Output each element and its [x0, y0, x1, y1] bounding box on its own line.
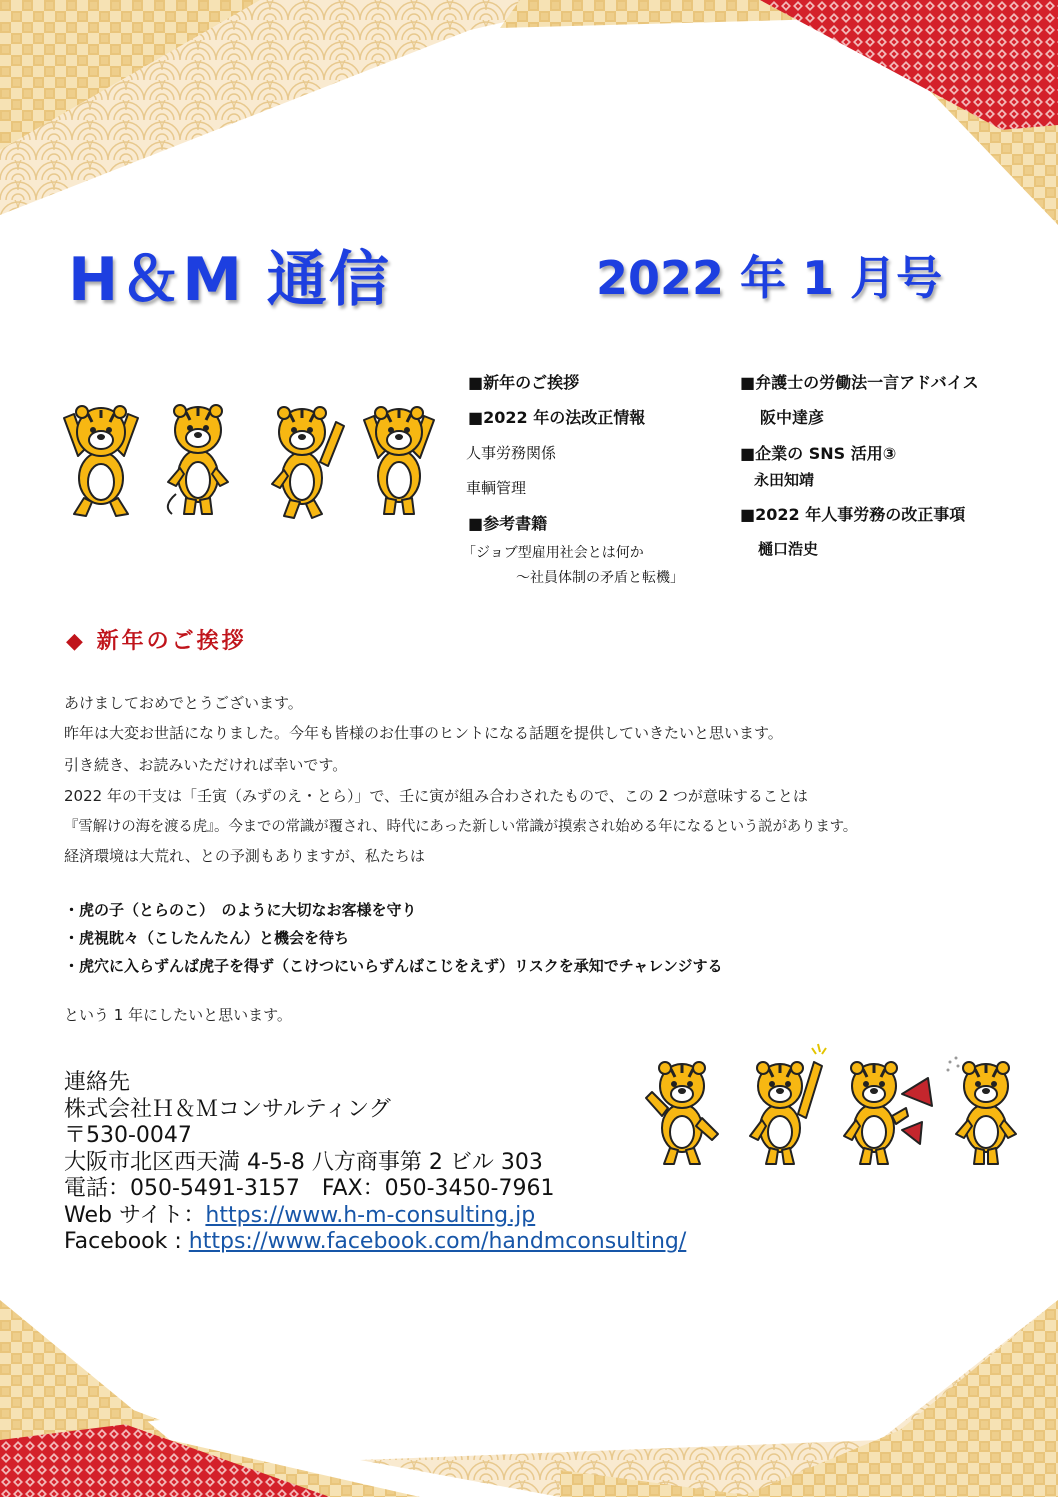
- toc-item: 人事労務関係: [466, 444, 557, 462]
- phone-fax: 電話：050-5491-3157 FAX：050-3450-7961: [64, 1176, 555, 1201]
- website-link[interactable]: https://www.h-m-consulting.jp: [205, 1202, 536, 1228]
- newsletter-title: H＆M 通信: [68, 245, 391, 315]
- tiger-illustration: [158, 398, 238, 518]
- tiger-illustration: [944, 1054, 1030, 1166]
- address: 大阪市北区西天満 4-5-8 八方商事第 2 ビル 303: [64, 1149, 543, 1175]
- company-name: 株式会社Ｈ＆Ｍコンサルティング: [64, 1096, 391, 1122]
- paragraph-line: 『雪解けの海を渡る虎』。今までの常識が覆され、時代にあった新しい常識が摸索され始める年になるという説があります。: [64, 819, 858, 835]
- toc-item: ■2022 年の法改正情報: [468, 408, 646, 427]
- bullet-item: ・虎の子（とらのこ） のように大切なお客様を守り: [64, 901, 417, 919]
- contact-block: [64, 1070, 686, 1256]
- tiger-illustration: [356, 398, 442, 518]
- issue-date: 2022 年 1 月号: [596, 251, 943, 305]
- paragraph-line: 経済環境は大荒れ、との予測もありますが、私たちは: [64, 847, 425, 865]
- bullet-item: ・虎視眈々（こしたんたん）と機会を待ち: [64, 929, 350, 947]
- tiger-illustration: [836, 1052, 936, 1166]
- facebook-link[interactable]: https://www.facebook.com/handmconsulting/: [188, 1229, 687, 1254]
- tiger-illustration: [740, 1040, 832, 1166]
- toc-item: ■新年のご挨拶: [468, 373, 580, 392]
- bullet-item: ・虎穴に入らずんば虎子を得ず（こけつにいらずんばこじをえず）リスクを承知でチャレンジする: [64, 957, 723, 975]
- paragraph-line: 引き続き、お読みいただければ幸いです。: [64, 756, 348, 774]
- toc-item: ■弁護士の労働法一言アドバイス: [740, 373, 979, 392]
- toc-item: 車輌管理: [466, 479, 527, 497]
- toc-item: ■2022 年人事労務の改正事項: [740, 505, 966, 524]
- postal-code: 〒530-0047: [64, 1123, 192, 1148]
- paragraph-line: あけましておめでとうございます。: [64, 694, 303, 712]
- toc-item: 「ジョブ型雇用社会とは何か: [462, 545, 644, 561]
- toc-item: 樋口浩史: [758, 540, 819, 558]
- toc-item: ～社員体制の矛盾と転機」: [516, 570, 684, 586]
- toc-item: 永田知靖: [754, 471, 815, 489]
- facebook-row: [64, 1229, 686, 1256]
- tiger-illustration: [262, 400, 346, 520]
- paragraph-line: 昨年は大変お世話になりました。今年も皆様のお仕事のヒントになる話題を提供していきたいと思います。: [64, 724, 783, 742]
- section-heading: ◆ 新年のご挨拶: [66, 629, 247, 654]
- toc-item: ■参考書籍: [468, 514, 548, 533]
- website-row: [64, 1203, 686, 1230]
- contact-label: 連絡先: [64, 1070, 131, 1095]
- facebook-label: Facebook :: [64, 1229, 189, 1254]
- tiger-illustration: [58, 398, 144, 518]
- closing-line: という 1 年にしたいと思います。: [64, 1006, 292, 1024]
- tiger-illustration: [638, 1054, 730, 1166]
- website-label: Web サイト：: [64, 1202, 206, 1228]
- toc-item: ■企業の SNS 活用③: [740, 444, 897, 463]
- toc-item: 阪中達彦: [760, 408, 825, 427]
- paragraph-line: 2022 年の干支は「壬寅（みずのえ・とら）」で、壬に寅が組み合わされたもので、この 2 つが意味することは: [64, 787, 808, 805]
